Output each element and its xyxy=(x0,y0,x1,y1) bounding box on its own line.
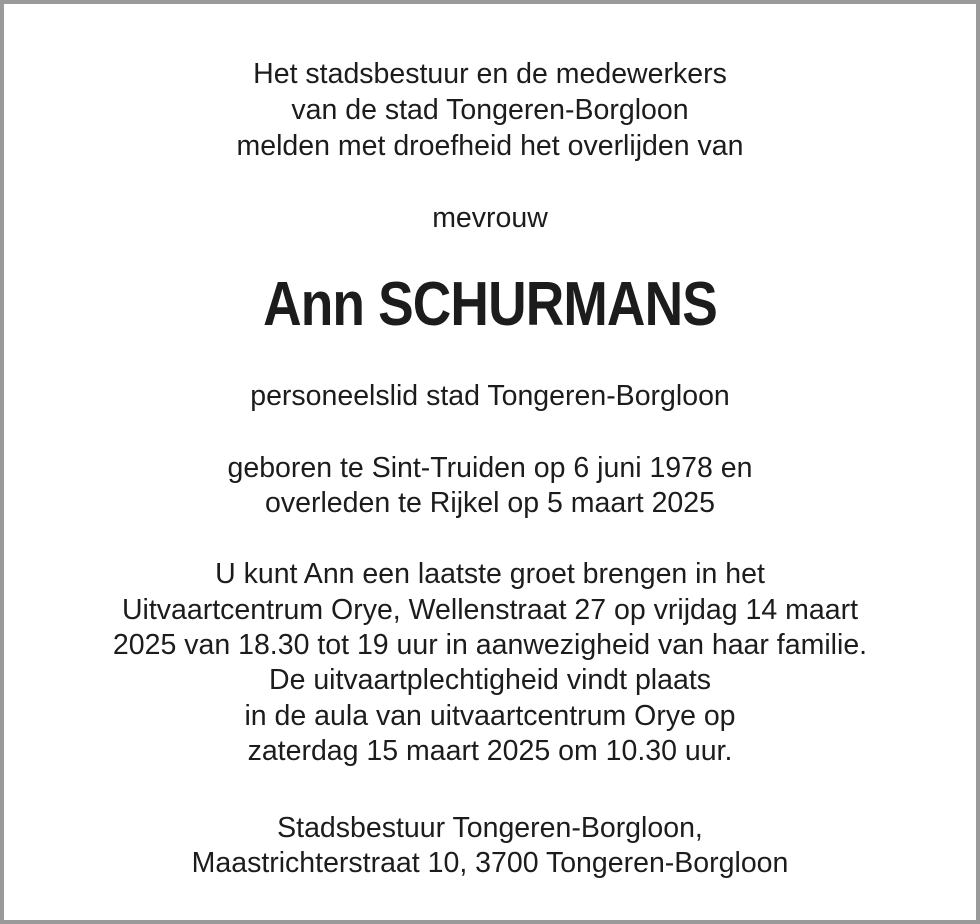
farewell-line-1: U kunt Ann een laatste groet brengen in het xyxy=(215,558,765,590)
honorific: mevrouw xyxy=(432,202,548,234)
signature-line-1: Stadsbestuur Tongeren-Borgloon, xyxy=(277,812,703,844)
death-line: overleden te Rijkel op 5 maart 2025 xyxy=(265,487,715,519)
role-line: personeelslid stad Tongeren-Borgloon xyxy=(250,380,730,412)
intro-line-3: melden met droefheid het overlijden van xyxy=(236,130,744,162)
farewell-line-5: in de aula van uitvaartcentrum Orye op xyxy=(244,700,736,732)
farewell-line-6: zaterdag 15 maart 2025 om 10.30 uur. xyxy=(247,735,733,767)
farewell-line-2: Uitvaartcentrum Orye, Wellenstraat 27 op vrijdag 14 maart xyxy=(121,594,859,626)
deceased-name: Ann SCHURMANS xyxy=(263,270,717,339)
signature-line-2: Maastrichterstraat 10, 3700 Tongeren-Borgloon xyxy=(191,847,789,879)
farewell-line-4: De uitvaartplechtigheid vindt plaats xyxy=(268,664,711,696)
farewell-line-3: 2025 van 18.30 tot 19 uur in aanwezigheid van haar familie. xyxy=(112,629,868,661)
intro-line-2: van de stad Tongeren-Borgloon xyxy=(291,94,689,126)
intro-line-1: Het stadsbestuur en de medewerkers xyxy=(253,58,727,90)
birth-line: geboren te Sint-Truiden op 6 juni 1978 en xyxy=(227,452,753,484)
